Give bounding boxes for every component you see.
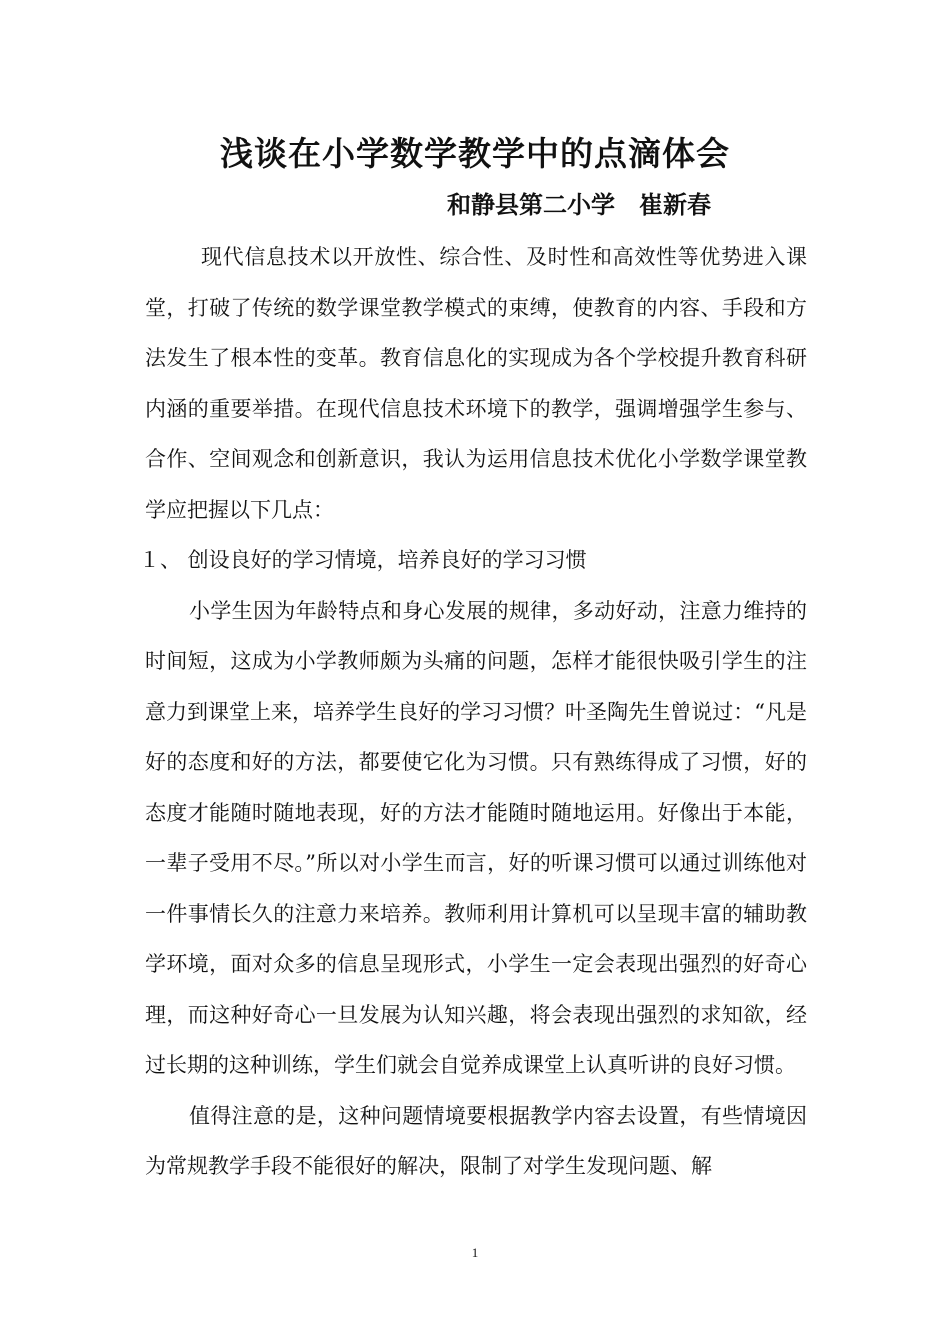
document-title: 浅谈在小学数学教学中的点滴体会: [220, 134, 730, 173]
author-byline: 和静县第二小学 崔新春: [447, 190, 711, 219]
document-body: [139, 232, 807, 1192]
page-number: 1: [471, 1245, 479, 1260]
paragraph-habits: 小学生因为年龄特点和身心发展的规律，多动好动，注意力维持的时间短，这成为小学教师颇为头痛的问题，怎样才能很快吸引学生的注意力到课堂上来，培养学生良好的学习习惯？叶圣陶先生曾说过：“凡是好的态度和好的方法，都要使它化为习惯。只有熟练得成了习惯，好的态度才能随时随地表现，好的方法才能随时随地运用。好像出于本能，一辈子受用不尽。”所以对小学生而言，好的听课习惯可以通过训练他对一件事情长久的注意力来培养。教师利用计算机可以呈现丰富的辅助教学环境，面对众多的信息呈现形式，小学生一定会表现出强烈的好奇心理，而这种好奇心一旦发展为认知兴趣，将会表现出强烈的求知欲，经过长期的这种训练，学生们就会自觉养成课堂上认真听讲的良好习惯。: [145, 598, 807, 1077]
section-heading: １、 创设良好的学习情境，培养良好的学习习惯: [139, 548, 587, 572]
paragraph-intro: 现代信息技术以开放性、综合性、及时性和高效性等优势进入课堂，打破了传统的数学课堂教学模式的束缚，使教育的内容、手段和方法发生了根本性的变革。教育信息化的实现成为各个学校提升教育科研内涵的重要举措。在现代信息技术环境下的教学，强调增强学生参与、合作、空间观念和创新意识，我认为运用信息技术优化小学数学课堂教学应把握以下几点：: [145, 245, 807, 522]
paragraph-note: 值得注意的是，这种问题情境要根据教学内容去设置，有些情境因为常规教学手段不能很好的解决，限制了对学生发现问题、解: [145, 1103, 807, 1178]
